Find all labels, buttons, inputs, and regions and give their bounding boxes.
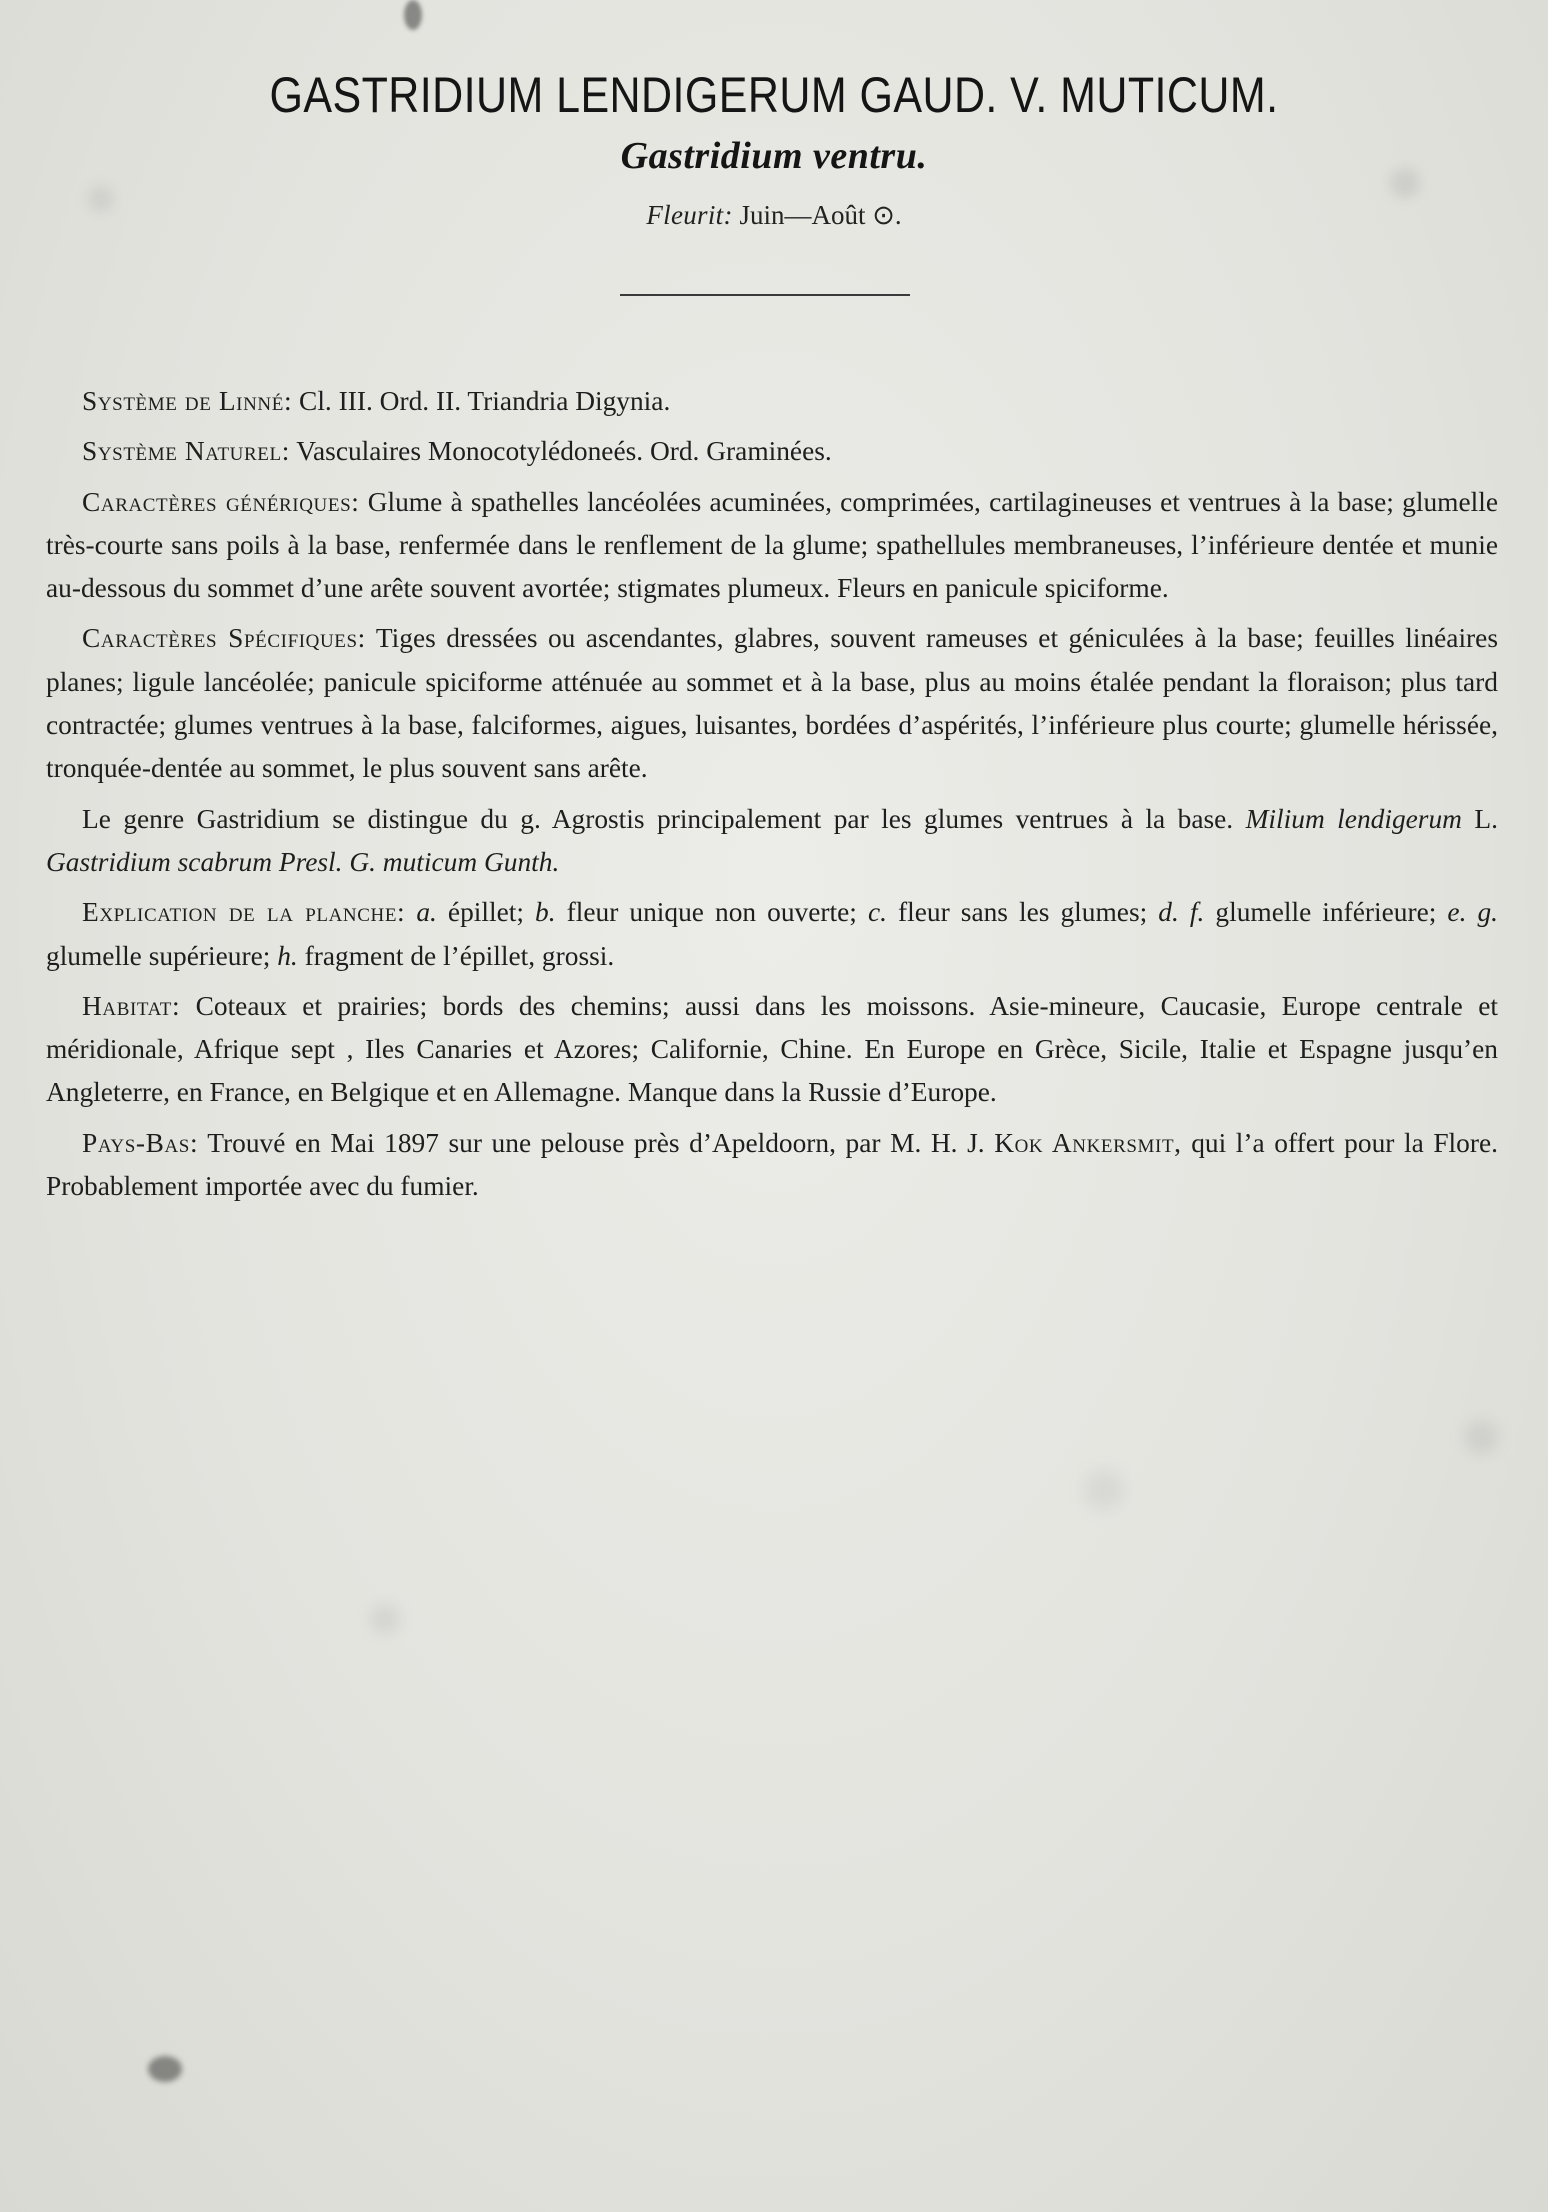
synonym-author: L. xyxy=(1474,803,1498,834)
common-name: Gastridium ventru. xyxy=(620,135,928,177)
section-label: Pays-Bas: xyxy=(82,1127,199,1158)
section-text: Vasculaires Monocotylédoneés. Ord. Graminées. xyxy=(296,436,832,467)
description-body xyxy=(46,380,1498,1215)
section-label: Système de Linné: xyxy=(82,386,293,416)
section-text: qui l’a offert pour la Flore. Probablement importée avec du fumier. xyxy=(46,1127,1498,1202)
section-text: Le genre Gastridium se distingue du g. Agrostis principalement par les glumes ventrues à la base. xyxy=(82,803,1234,834)
plate-item: a. épillet; xyxy=(416,897,524,928)
plate-item: b. fleur unique non ouverte; xyxy=(535,897,857,928)
section-plate-explanation xyxy=(46,891,1498,978)
collector-name: Kok Ankersmit, xyxy=(994,1127,1182,1158)
section-linne xyxy=(46,380,1498,423)
page-title: GASTRIDIUM LENDIGERUM GAUD. V. MUTICUM. xyxy=(269,67,1279,123)
section-label: Système Naturel: xyxy=(82,436,290,467)
section-genre-note xyxy=(46,798,1498,885)
ink-spot xyxy=(148,2056,182,2082)
section-text: Coteaux et prairies; bords des chemins; aussi dans les moissons. Asie-mineure, Caucasie, Europe centrale et méridionale, Afrique sept , Iles Canaries et Azores; Californie, Chine. En Europe en Grèce, Sicile, Italie et Espagne jusqu’en Angleterre, en France, en Belgique et en Allemagne. Manque dans la Russie d’Europe. xyxy=(46,990,1498,1108)
paper-stain xyxy=(1084,1470,1124,1510)
plate-item: e. g. glumelle supérieure; xyxy=(46,897,1499,971)
section-text: Trouvé en Mai 1897 sur une pelouse près d’Apeldoorn, par M. H. J. xyxy=(207,1127,985,1158)
paper-stain xyxy=(1464,1420,1498,1454)
title-divider xyxy=(620,294,910,296)
plate-item: d. f. glumelle inférieure; xyxy=(1158,897,1437,928)
section-naturel xyxy=(46,430,1498,473)
synonym: Milium lendigerum xyxy=(1245,803,1462,834)
section-label: Caractères Spécifiques: xyxy=(82,623,366,654)
section-text: Glume à spathelles lancéolées acuminées, comprimées, cartilagineuses et ventrues à la base; glumelle très-courte sans poils à la base, renfermée dans le renflement de la glume; spathellules membraneuses, l’inférieure dentée et munie au-dessous du sommet d’une arête souvent avortée; stigmates plumeux. Fleurs en panicule spiciforme. xyxy=(46,486,1498,604)
flowering-value: Juin—Août ⊙. xyxy=(739,200,902,230)
section-netherlands xyxy=(46,1122,1498,1209)
synonym: Gastridium scabrum Presl. G. muticum Gunth. xyxy=(46,846,560,877)
ink-spot xyxy=(404,0,422,30)
section-habitat xyxy=(46,985,1498,1115)
section-label: Caractères génériques: xyxy=(82,486,360,517)
section-label: Habitat: xyxy=(82,990,181,1021)
section-generic-characters xyxy=(46,481,1498,611)
flowering-label: Fleurit: xyxy=(646,200,733,230)
paper-stain xyxy=(370,1604,400,1634)
section-text: Cl. III. Ord. II. Triandria Digynia. xyxy=(299,386,671,416)
section-text: Tiges dressées ou ascendantes, glabres, souvent rameuses et géniculées à la base; feuilles linéaires planes; ligule lancéolée; panicule spiciforme atténuée au sommet et à la base, plus au moins étalée pendant la floraison; plus tard contractée; glumes ventrues à la base, falciformes, aigues, luisantes, bordées d’aspérités, l’inférieure plus courte; glumelle hérissée, tronquée-dentée au sommet, le plus souvent sans arête. xyxy=(46,623,1498,784)
plate-item: h. fragment de l’épillet, grossi. xyxy=(277,940,615,971)
section-specific-characters xyxy=(46,617,1498,790)
plate-item: c. fleur sans les glumes; xyxy=(867,897,1148,928)
section-label: Explication de la planche: xyxy=(82,897,406,928)
flowering-period xyxy=(0,200,1548,231)
